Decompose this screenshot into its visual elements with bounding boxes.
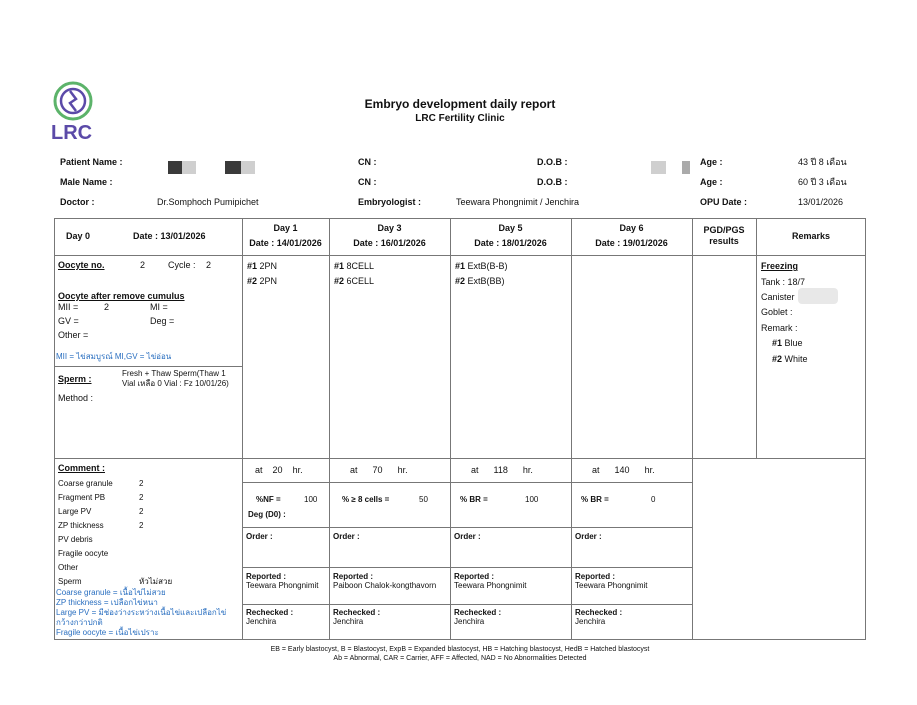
male-name-label: Male Name :: [60, 177, 113, 187]
remark-item: #1 Blue: [772, 338, 803, 348]
redacted-block: [182, 161, 196, 174]
remark-item: #2 White: [772, 354, 808, 364]
deg-d0-label: Deg (D0) :: [248, 510, 286, 519]
report-title: Embryo development daily report: [364, 97, 556, 111]
comment-item-label: Large PV: [58, 507, 92, 516]
mi-label: MI =: [150, 302, 168, 312]
rechecked-label: Rechecked :: [454, 608, 502, 617]
grid-line: [571, 218, 572, 640]
comment-item-label: Fragile oocyte: [58, 549, 109, 558]
pgd-heading: PGD/PGS: [703, 225, 745, 235]
comment-legend: Large PV = มีช่องว่างระหว่างเนื้อไข่และเปลือกไข่: [56, 608, 227, 617]
embryo-entry: #1 2PN: [247, 261, 278, 271]
footer-abbreviations: Ab = Abnormal, CAR = Carrier, AFF = Affected, NAD = No Abnormalities Detected: [333, 655, 587, 662]
comment-item-label: Coarse granule: [58, 479, 113, 488]
br-value-day5: 100: [525, 495, 539, 504]
redacted-block: [682, 161, 690, 174]
hours-row-day3: at 70 hr.: [350, 465, 408, 475]
cn-label-male: CN :: [358, 177, 377, 187]
dob-label-male: D.O.B :: [537, 177, 568, 187]
oocyte-after-label: Oocyte after remove cumulus: [58, 291, 185, 301]
comment-legend: กว้างกว่าปกติ: [56, 618, 103, 627]
rechecked-name: Jenchira: [575, 617, 606, 626]
comment-legend: Coarse granule = เนื้อไข่ไม่สวย: [56, 588, 166, 597]
embryo-entry: #2 6CELL: [334, 276, 375, 286]
br-value-day6: 0: [651, 495, 656, 504]
grid-line: [242, 527, 692, 528]
sperm-value-line1: Fresh + Thaw Sperm(Thaw 1: [122, 369, 226, 378]
sperm-value-line2: Vial เหลือ 0 Vial : Fz 10/01/26): [122, 379, 229, 388]
day5-heading: Day 5: [498, 223, 523, 233]
reported-name: Paiboon Chalok-kongthavorn: [333, 581, 437, 590]
grid-line: [54, 366, 242, 367]
grid-line: [242, 218, 243, 640]
hours-row-day1: at 20 hr.: [255, 465, 303, 475]
redacted-block: [798, 288, 838, 304]
day6-heading: Day 6: [619, 223, 644, 233]
nf-label: %NF =: [256, 495, 281, 504]
reported-name: Teewara Phongnimit: [454, 581, 527, 590]
mii-label: MII =: [58, 302, 79, 312]
rechecked-name: Jenchira: [246, 617, 277, 626]
redacted-block: [168, 161, 182, 174]
oocyte-no-value: 2: [140, 260, 146, 270]
day3-date: Date : 16/01/2026: [353, 238, 426, 248]
patient-name-label: Patient Name :: [60, 157, 123, 167]
comment-item-value: 2: [139, 521, 144, 530]
redacted-block: [225, 161, 241, 174]
cn-label: CN :: [358, 157, 377, 167]
mii-value: 2: [104, 302, 110, 312]
day0-date: Date : 13/01/2026: [133, 231, 206, 241]
comment-item-label: PV debris: [58, 535, 93, 544]
doctor-value: Dr.Somphoch Pumipichet: [157, 197, 259, 207]
embryologist-label: Embryologist :: [358, 197, 422, 207]
grid-line: [242, 604, 692, 605]
day5-date: Date : 18/01/2026: [474, 238, 547, 248]
reported-label: Reported :: [454, 572, 494, 581]
clinic-name: LRC Fertility Clinic: [415, 113, 505, 124]
order-label: Order :: [333, 532, 360, 541]
hours-row-day6: at 140 hr.: [592, 465, 655, 475]
comment-item-value: 2: [139, 493, 144, 502]
clinic-logo: [50, 80, 96, 144]
redacted-block: [651, 161, 666, 174]
br-label-day6: % BR =: [581, 495, 609, 504]
gv-label: GV =: [58, 316, 79, 326]
reported-label: Reported :: [333, 572, 373, 581]
dob-label: D.O.B :: [537, 157, 568, 167]
oocyte-legend: MII = ไข่สมบูรณ์ MI,GV = ไข่อ่อน: [56, 352, 172, 361]
lrc-logo-icon: [50, 80, 96, 122]
embryologist-value: Teewara Phongnimit / Jenchira: [456, 197, 580, 207]
embryo-entry: #2 ExtB(BB): [455, 276, 505, 286]
reported-name: Teewara Phongnimit: [575, 581, 648, 590]
day1-heading: Day 1: [273, 223, 298, 233]
br-label-day5: % BR =: [460, 495, 488, 504]
remarks-heading: Remarks: [791, 231, 831, 241]
canister-label: Canister: [761, 292, 795, 302]
comment-legend: Fragile oocyte = เนื้อไข่เปราะ: [56, 628, 159, 637]
age-label-male: Age :: [700, 177, 723, 187]
comment-legend: ZP thickness = เปลือกไข่หนา: [56, 598, 158, 607]
reported-label: Reported :: [246, 572, 286, 581]
footer-abbreviations: EB = Early blastocyst, B = Blastocyst, ExpB = Expanded blastocyst, HB = Hatching blastocyst, HedB = Hatched blastocyst: [270, 646, 650, 653]
pgd-heading-results: results: [709, 236, 739, 246]
order-label: Order :: [575, 532, 602, 541]
doctor-label: Doctor :: [60, 197, 95, 207]
day1-date: Date : 14/01/2026: [249, 238, 322, 248]
tank-value: Tank : 18/7: [761, 277, 806, 287]
embryo-entry: #2 2PN: [247, 276, 278, 286]
age-label: Age :: [700, 157, 723, 167]
sperm-label: Sperm :: [58, 374, 92, 384]
comment-item-label: Sperm: [58, 577, 82, 586]
comment-item-label: Fragment PB: [58, 493, 106, 502]
order-label: Order :: [246, 532, 273, 541]
comment-item-value: 2: [139, 507, 144, 516]
day6-date: Date : 19/01/2026: [595, 238, 668, 248]
grid-line: [450, 218, 451, 640]
reported-name: Teewara Phongnimit: [246, 581, 319, 590]
grid-line: [54, 255, 866, 256]
grid-line: [54, 458, 866, 459]
reported-label: Reported :: [575, 572, 615, 581]
comment-title: Comment :: [58, 463, 105, 473]
method-label: Method :: [58, 393, 94, 403]
day0-heading: Day 0: [66, 231, 91, 241]
order-label: Order :: [454, 532, 481, 541]
redacted-block: [241, 161, 255, 174]
grid-line: [329, 218, 330, 640]
grid-line: [692, 218, 693, 640]
embryo-entry: #1 8CELL: [334, 261, 375, 271]
cycle-value: 2: [206, 260, 212, 270]
rechecked-name: Jenchira: [454, 617, 485, 626]
opu-date-label: OPU Date :: [700, 197, 748, 207]
age-value-male: 60 ปี 3 เดือน: [798, 177, 847, 187]
comment-item-value: 2: [139, 479, 144, 488]
rechecked-name: Jenchira: [333, 617, 364, 626]
comment-item-label: ZP thickness: [58, 521, 104, 530]
comment-item-value: หัวไม่สวย: [139, 577, 173, 586]
embryo-entry: #1 ExtB(B-B): [455, 261, 508, 271]
goblet-label: Goblet :: [761, 307, 793, 317]
grid-line: [756, 218, 757, 458]
age-value: 43 ปี 8 เดือน: [798, 157, 847, 167]
grid-line: [242, 567, 692, 568]
cells-value: 50: [419, 495, 428, 504]
hours-row-day5: at 118 hr.: [471, 465, 533, 475]
day3-heading: Day 3: [377, 223, 402, 233]
nf-value: 100: [304, 495, 318, 504]
oocyte-no-label: Oocyte no.: [58, 260, 105, 270]
cells-label: % ≥ 8 cells =: [342, 495, 390, 504]
comment-item-label: Other: [58, 563, 79, 572]
rechecked-label: Rechecked :: [246, 608, 294, 617]
cycle-label: Cycle :: [168, 260, 196, 270]
freezing-label: Freezing: [761, 261, 799, 271]
remark-label: Remark :: [761, 323, 798, 333]
grid-line: [242, 482, 692, 483]
logo-text: LRC: [51, 122, 93, 144]
opu-date-value: 13/01/2026: [798, 197, 844, 207]
other-label: Other =: [58, 330, 89, 340]
rechecked-label: Rechecked :: [575, 608, 623, 617]
deg-label: Deg =: [150, 316, 175, 326]
rechecked-label: Rechecked :: [333, 608, 381, 617]
